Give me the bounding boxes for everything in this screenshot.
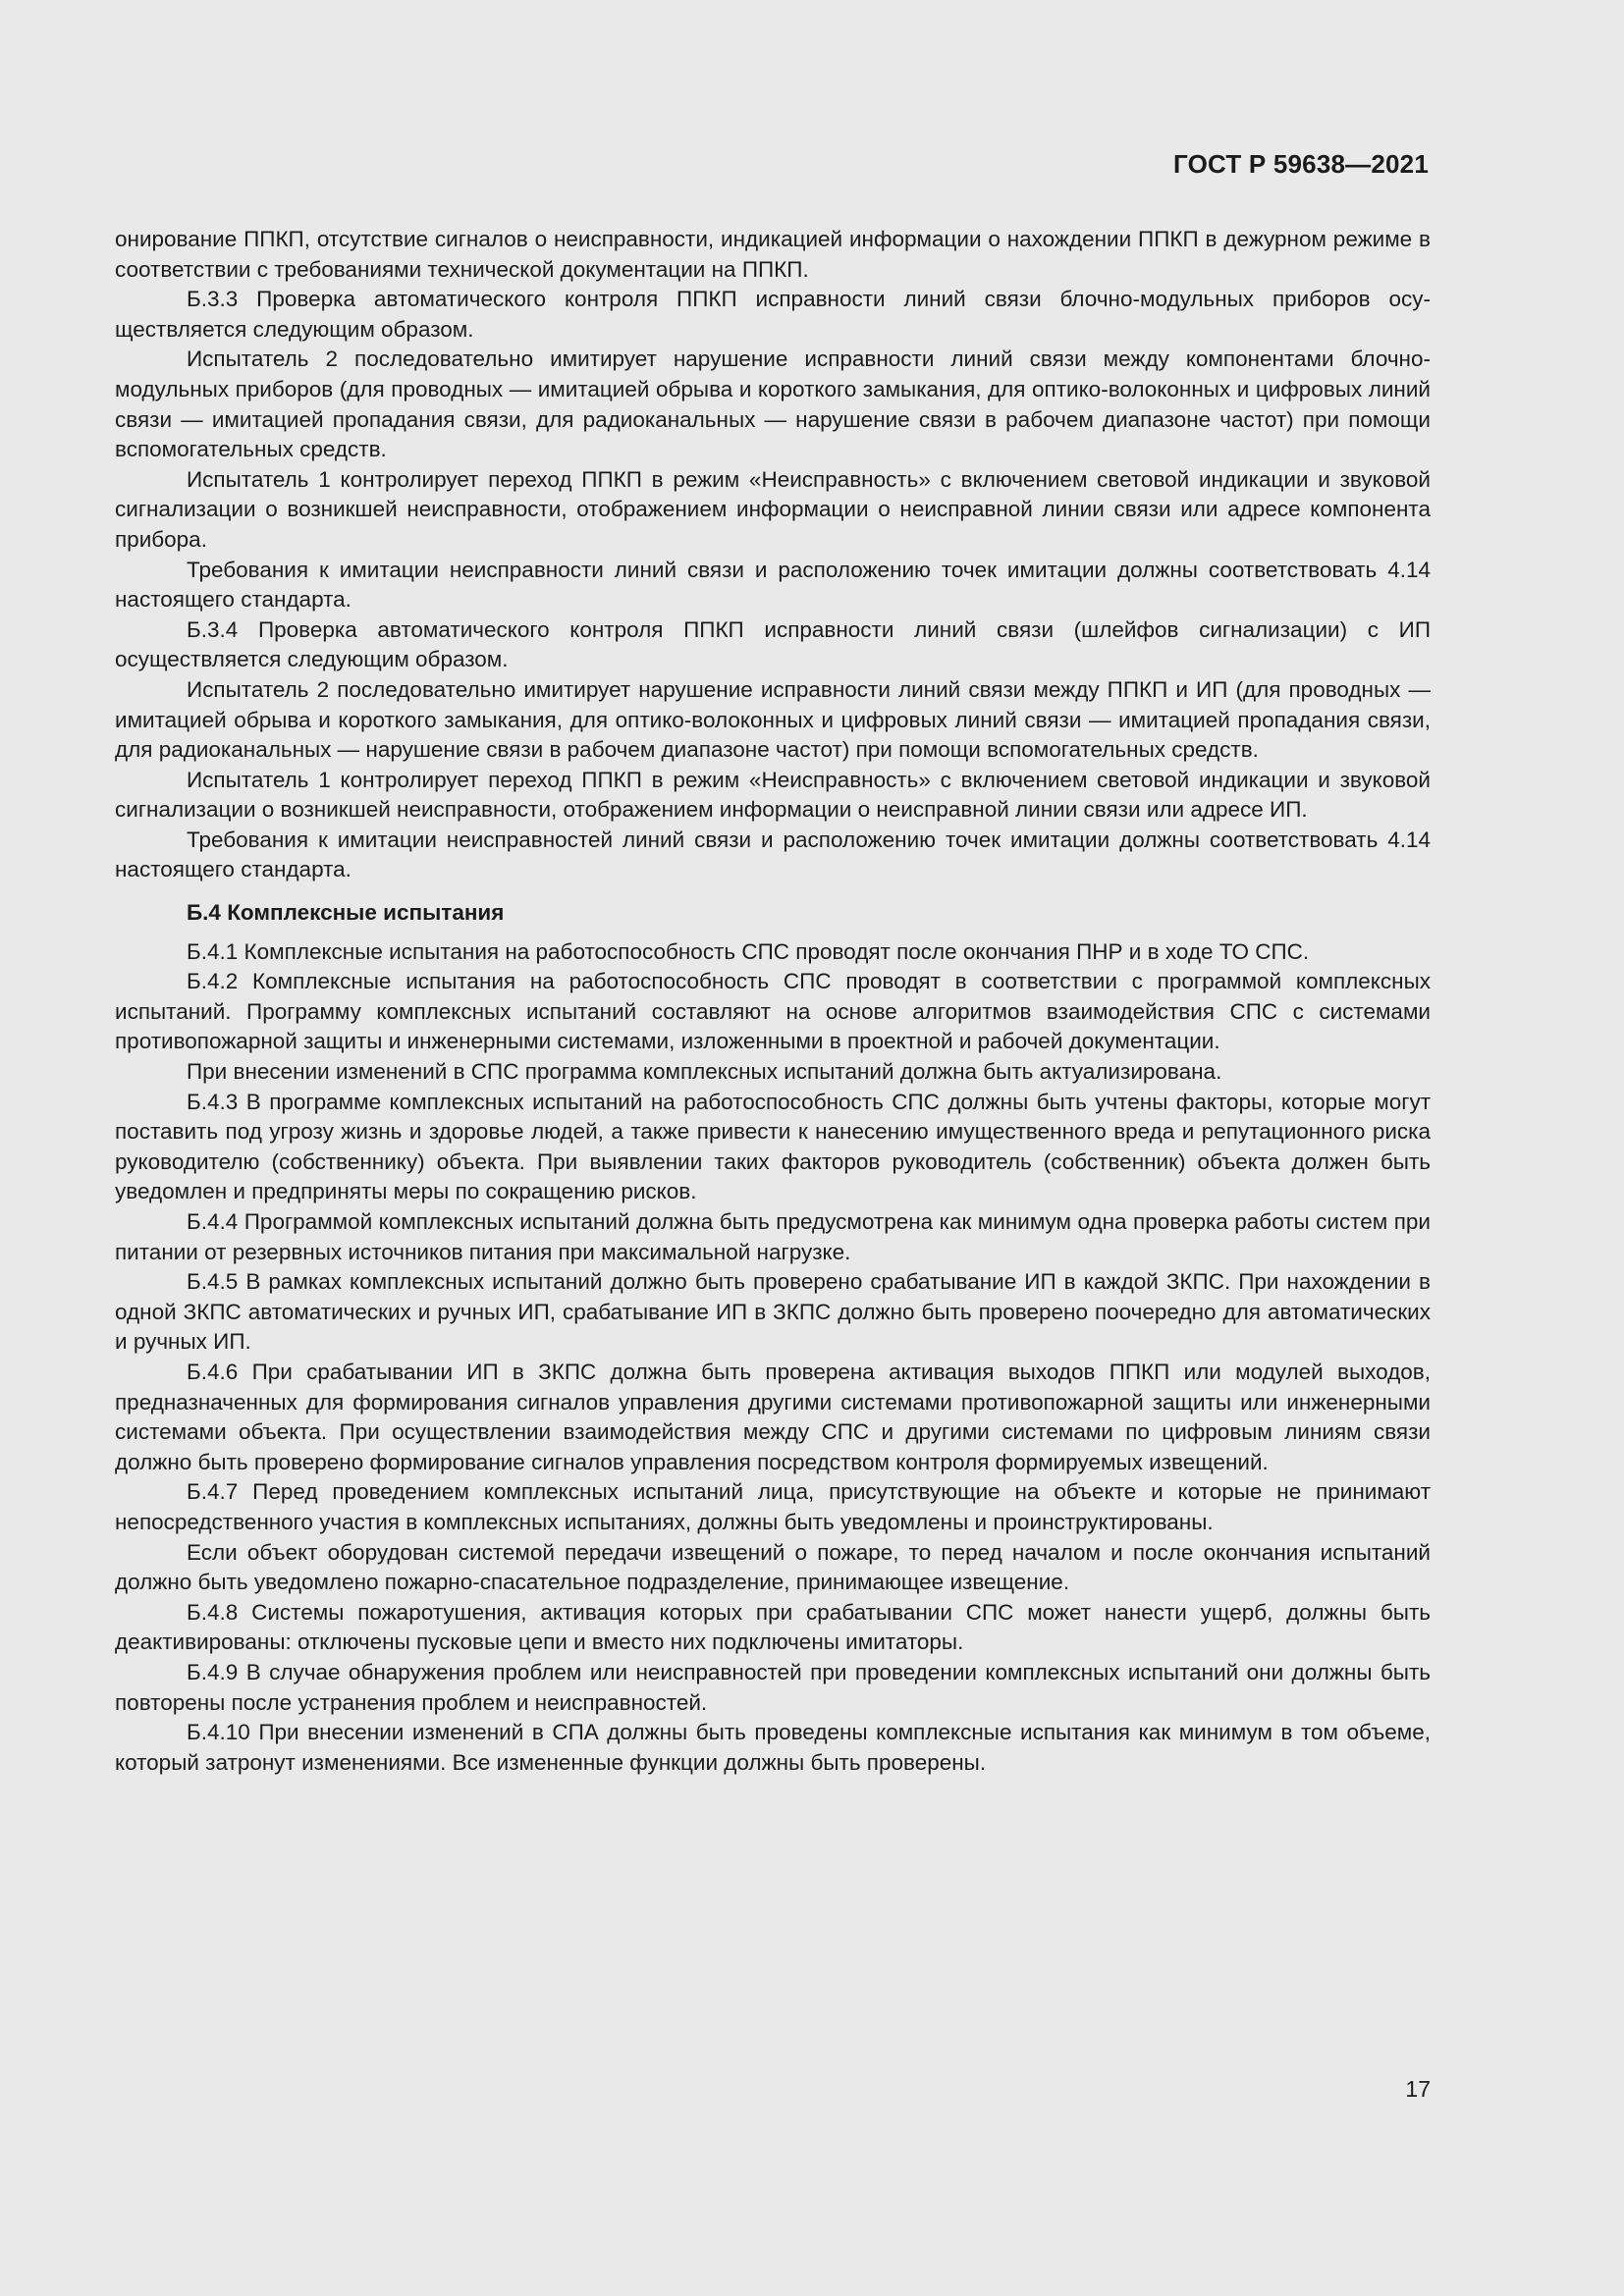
- standard-header: ГОСТ Р 59638—2021: [1173, 149, 1429, 179]
- paragraph-b43: Б.4.3 В программе комплексных испытаний на работоспособность СПС должны быть учтены факторы, которые могут поставить под угрозу жизнь и здоровье людей, а также привести к нанесению имущественного вреда и репутационного риска руководителю (собственнику) объекта. При выявлении таких факторов руководитель (собственник) объекта должен быть уведомлен и предприняты меры по сокращению рисков.: [115, 1089, 1431, 1204]
- paragraph: Требования к имитации неисправностей линий связи и расположению точек имитации должны соответствовать 4.14 настоящего стандарта.: [115, 827, 1431, 882]
- paragraph: Испытатель 1 контролирует переход ППКП в режим «Неисправность» с включением световой индикации и звуковой сигнализации о возникшей неисправности, отображением информации о неисправной линии связи или адресе компонента прибора.: [115, 466, 1431, 552]
- paragraph-b46: Б.4.6 При срабатывании ИП в ЗКПС должна быть проверена активация выходов ППКП или модулей выходов, предназначенных для формирования сигналов управления другими системами противопожарной защиты или инженерными системами объекта. При осуществлении взаимодействия между СПС и другими системами по цифровым линиям связи должно быть проверено формирование сигналов управления посредством контроля формируемых извещений.: [115, 1359, 1431, 1474]
- document-body: [115, 225, 1431, 1778]
- paragraph: Испытатель 1 контролирует переход ППКП в режим «Неисправность» с включением световой индикации и звуковой сигнализации о возникшей неисправности, отображением информации о неисправной линии связи или адресе ИП.: [115, 767, 1431, 823]
- section-heading-b4: Б.4 Комплексные испытания: [187, 900, 505, 926]
- paragraph: Если объект оборудован системой передачи извещений о пожаре, то перед началом и после окончания испытаний должно быть уведомлено пожарно-спасательное подразделение, принимающее извещение.: [115, 1539, 1431, 1595]
- paragraph-b45: Б.4.5 В рамках комплексных испытаний должно быть проверено срабатывание ИП в каждой ЗКПС. При нахождении в одной ЗКПС автоматических и ручных ИП, срабатывание ИП в ЗКПС должно быть проверено поочередно для автоматических и ручных ИП.: [115, 1269, 1431, 1355]
- paragraph-b49: Б.4.9 В случае обнаружения проблем или неисправностей при проведении комплексных испытаний они должны быть повторены после устранения проблем и неисправностей.: [115, 1659, 1431, 1715]
- paragraph-b48: Б.4.8 Системы пожаротушения, активация которых при срабатывании СПС может нанести ущерб, должны быть деактивированы: отключены пусковые цепи и вместо них подключены имитаторы.: [115, 1599, 1431, 1655]
- paragraph-b34: Б.3.4 Проверка автоматического контроля ППКП исправности линий связи (шлейфов сигнализации) с ИП осуществляется следующим образом.: [115, 616, 1431, 672]
- paragraph: Испытатель 2 последовательно имитирует нарушение исправности линий связи между ППКП и ИП (для проводных — имитацией обрыва и короткого замыкания, для оптико-волоконных и цифровых линий связи — имитацией пропадания связи, для радиоканальных — нарушение связи в рабочем диапазоне частот) при помощи вспомогательных средств.: [115, 676, 1431, 763]
- paragraph-b47: Б.4.7 Перед проведением комплексных испытаний лица, присутствующие на объекте и которые не принимают непосредственного участия в комплексных испытаниях, должны быть уведомлены и проинструктированы.: [115, 1479, 1431, 1534]
- paragraph-b42: Б.4.2 Комплексные испытания на работоспособность СПС проводят в соответствии с программой комплексных испытаний. Программу комплексных испытаний составляют на основе алгоритмов взаимодействия СПС с системами противопожарной защиты и инженерными системами, изложенными в проектной и рабочей документации.: [115, 969, 1431, 1054]
- paragraph-b410: Б.4.10 При внесении изменений в СПА должны быть проведены комплексные испытания как минимум в том объеме, который затронут изменениями. Все измененные функции должны быть проверены.: [115, 1720, 1431, 1775]
- paragraph-b44: Б.4.4 Программой комплексных испытаний должна быть предусмотрена как минимум одна проверка работы систем при питании от резервных источников питания при максимальной нагрузке.: [115, 1209, 1431, 1264]
- paragraph: При внесении изменений в СПС программа комплексных испытаний должна быть актуализирована.: [187, 1059, 1222, 1085]
- paragraph-b33: Б.3.3 Проверка автоматического контроля ППКП исправности линий связи блочно-модульных приборов осуществляется следующим образом.: [115, 287, 1431, 342]
- page-number: 17: [1405, 2076, 1431, 2102]
- paragraph-b41: Б.4.1 Комплексные испытания на работоспособность СПС проводят после окончания ПНР и в ходе ТО СПС.: [187, 938, 1310, 964]
- paragraph: Испытатель 2 последовательно имитирует нарушение исправности линий связи между компонентами блочно-модульных приборов (для проводных — имитацией обрыва и короткого замыкания, для оптико-волоконных и цифровых линий связи — имитацией пропадания связи, для радиоканальных — нарушение связи в рабочем диапазоне частот) при помощи вспомогательных средств.: [115, 347, 1431, 462]
- paragraph: Требования к имитации неисправности линий связи и расположению точек имитации должны соответствовать 4.14 настоящего стандарта.: [115, 557, 1431, 613]
- paragraph-continued: онирование ППКП, отсутствие сигналов о неисправности, индикацией информации о нахождении ППКП в дежурном режиме в соответствии с требованиями технической документации на ППКП.: [115, 227, 1431, 282]
